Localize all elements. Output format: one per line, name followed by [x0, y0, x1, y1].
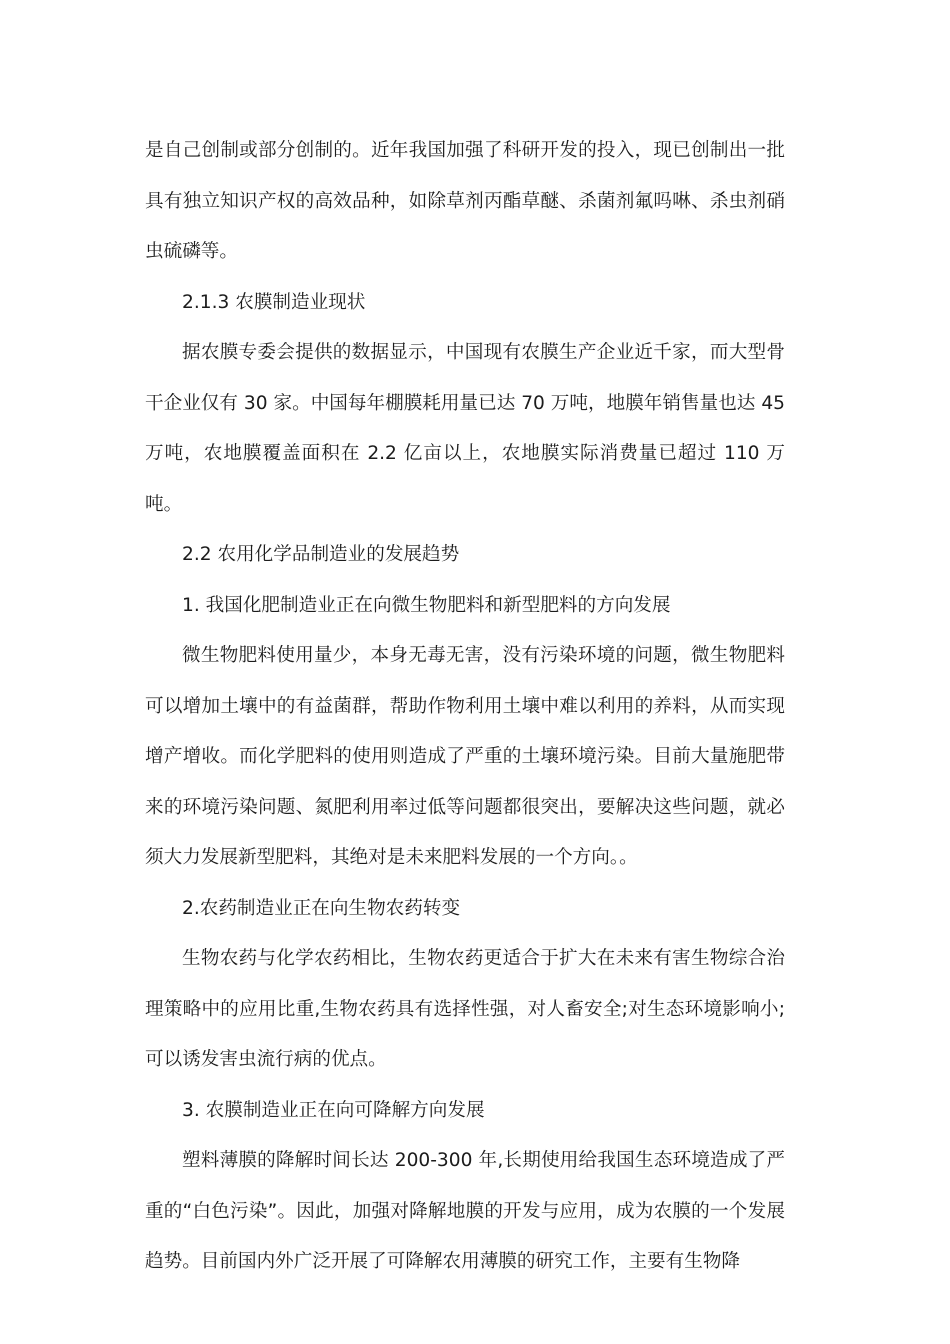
- paragraph-biological-pesticide: 生物农药与化学农药相比，生物农药更适合于扩大在未来有害生物综合治理策略中的应用比重,生物农药具有选择性强，对人畜安全;对生态环境影响小;可以诱发害虫流行病的优点。: [145, 948, 785, 1070]
- paragraph-microbial-fertilizer: 微生物肥料使用量少，本身无毒无害，没有污染环境的问题，微生物肥料可以增加土壤中的有益菌群，帮助作物利用土壤中难以利用的养料，从而实现增产增收。而化学肥料的使用则造成了严重的土壤环境污染。目前大量施肥带来的环境污染问题、氮肥利用率过低等问题都很突出，要解决这些问题，就必须大力发展新型肥料，其绝对是未来肥料发展的一个方向。。: [145, 645, 785, 868]
- subheading-pesticide-trend: 2.农药制造业正在向生物农药转变: [182, 897, 461, 919]
- subheading-film-trend: 3. 农膜制造业正在向可降解方向发展: [182, 1099, 485, 1121]
- paragraph-pesticide-innovation: 是自己创制或部分创制的。近年我国加强了科研开发的投入，现已创制出一批具有独立知识产权的高效品种，如除草剂丙酯草醚、杀菌剂氟吗啉、杀虫剂硝虫硫磷等。: [145, 140, 785, 262]
- document-body: [145, 126, 785, 1288]
- paragraph-agricultural-film-data: 据农膜专委会提供的数据显示，中国现有农膜生产企业近千家，而大型骨干企业仅有 30 家。中国每年棚膜耗用量已达 70 万吨，地膜年销售量也达 45 万吨，农地膜覆盖面积在 2.2 亿亩以上，农地膜实际消费量已超过 110 万吨。: [145, 342, 785, 515]
- section-heading-agricultural-film-status: 2.1.3 农膜制造业现状: [182, 291, 366, 313]
- paragraph-degradable-film: 塑料薄膜的降解时间长达 200-300 年,长期使用给我国生态环境造成了严重的“白色污染”。因此，加强对降解地膜的开发与应用，成为农膜的一个发展趋势。目前国内外广泛开展了可降解农用薄膜的研究工作，主要有生物降: [145, 1150, 785, 1272]
- section-heading-development-trends: 2.2 农用化学品制造业的发展趋势: [182, 544, 460, 565]
- subheading-fertilizer-trend: 1. 我国化肥制造业正在向微生物肥料和新型肥料的方向发展: [182, 594, 671, 616]
